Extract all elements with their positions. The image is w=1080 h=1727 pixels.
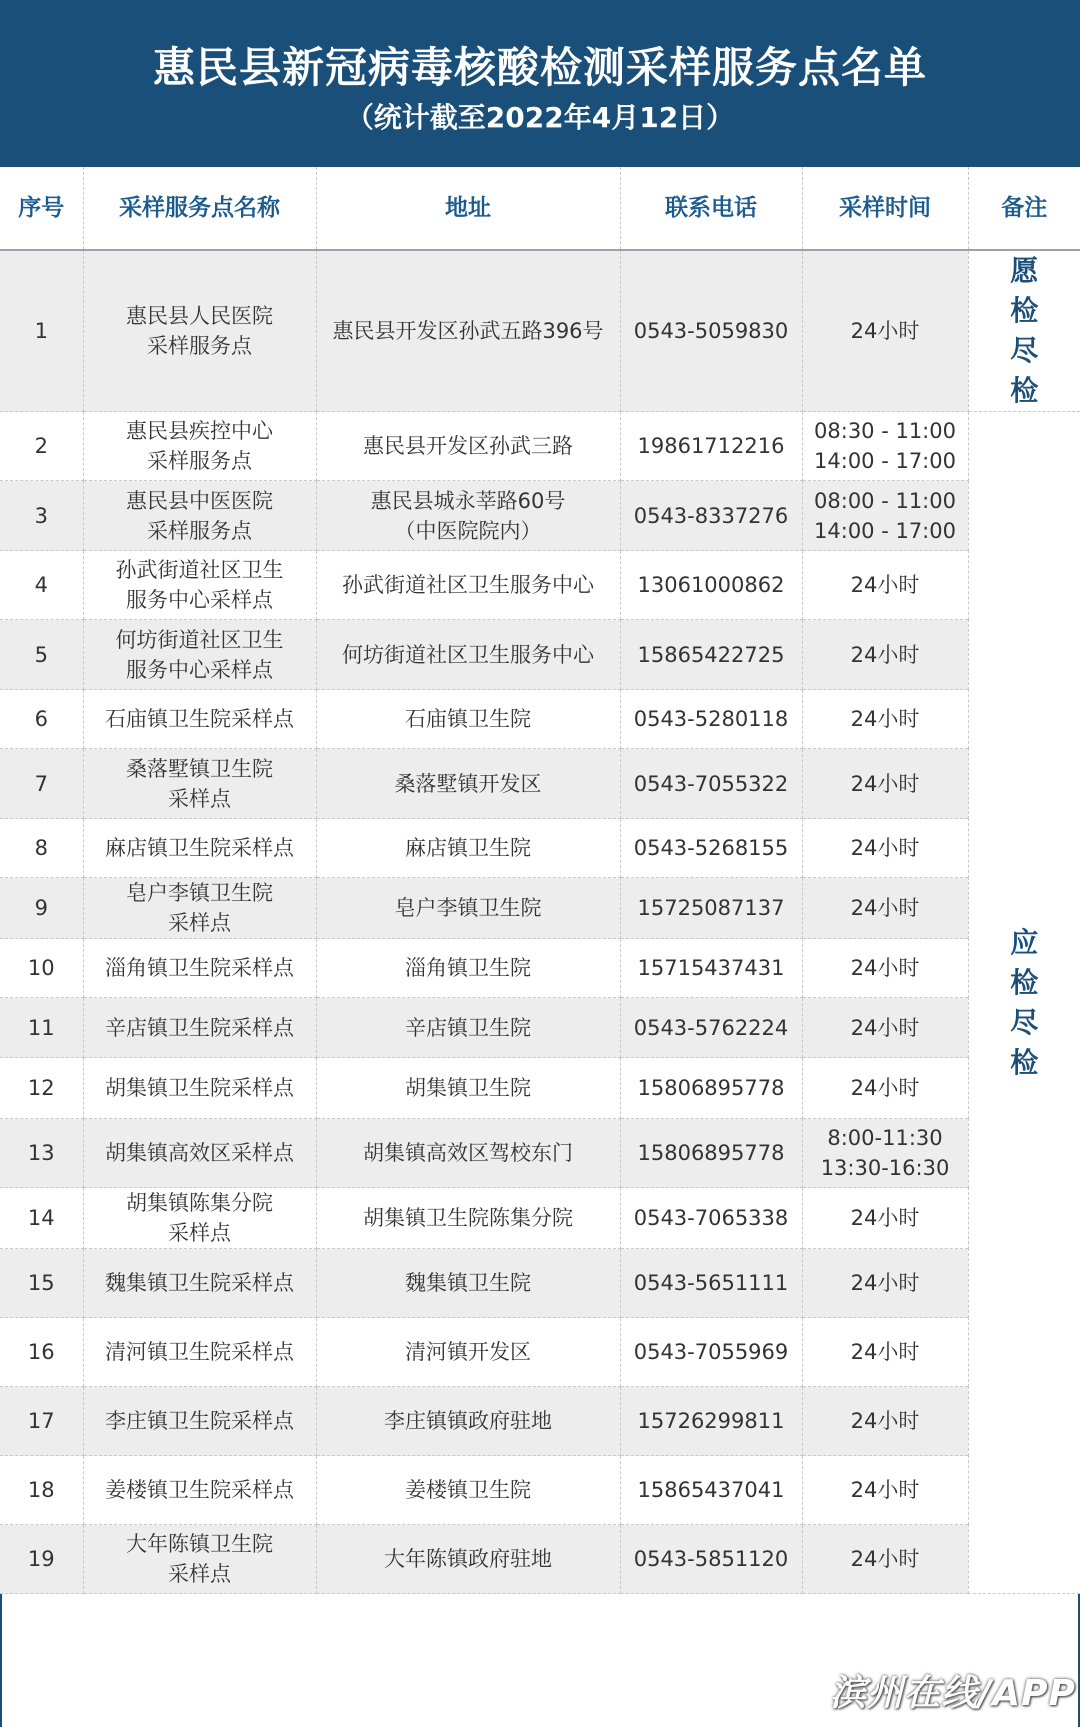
table-row	[0, 998, 1080, 1058]
table-row	[0, 819, 1080, 878]
table-row	[0, 1119, 1080, 1188]
cell-name: 孙武街道社区卫生 服务中心采样点	[83, 551, 316, 620]
cell-address: 皂户李镇卫生院	[316, 878, 620, 939]
cell-no: 17	[0, 1387, 83, 1456]
table-row	[0, 1387, 1080, 1456]
cell-name: 麻店镇卫生院采样点	[83, 819, 316, 878]
table-row	[0, 481, 1080, 551]
cell-name: 胡集镇卫生院采样点	[83, 1058, 316, 1119]
column-header-time: 采样时间	[802, 167, 968, 250]
cell-no: 4	[0, 551, 83, 620]
cell-phone: 0543-7055969	[620, 1318, 802, 1387]
cell-no: 15	[0, 1249, 83, 1318]
cell-name: 淄角镇卫生院采样点	[83, 939, 316, 998]
sampling-sites-table	[0, 167, 1080, 1594]
cell-name: 魏集镇卫生院采样点	[83, 1249, 316, 1318]
cell-name: 胡集镇陈集分院 采样点	[83, 1188, 316, 1249]
cell-time: 24小时	[802, 1387, 968, 1456]
cell-time: 24小时	[802, 620, 968, 690]
cell-time: 24小时	[802, 1058, 968, 1119]
cell-address: 胡集镇卫生院陈集分院	[316, 1188, 620, 1249]
table-row	[0, 1318, 1080, 1387]
cell-name: 李庄镇卫生院采样点	[83, 1387, 316, 1456]
table-row	[0, 620, 1080, 690]
table-row	[0, 878, 1080, 939]
cell-address: 胡集镇卫生院	[316, 1058, 620, 1119]
page-header	[0, 0, 1080, 167]
note-voluntary-test	[968, 250, 1080, 412]
cell-name: 石庙镇卫生院采样点	[83, 690, 316, 749]
cell-no: 12	[0, 1058, 83, 1119]
cell-phone: 19861712216	[620, 412, 802, 481]
cell-name: 惠民县疾控中心 采样服务点	[83, 412, 316, 481]
cell-address: 姜楼镇卫生院	[316, 1456, 620, 1525]
cell-address: 桑落墅镇开发区	[316, 749, 620, 819]
table-header-row	[0, 167, 1080, 250]
cell-phone: 0543-8337276	[620, 481, 802, 551]
cell-time: 24小时	[802, 1456, 968, 1525]
page-title: 惠民县新冠病毒核酸检测采样服务点名单	[152, 43, 927, 92]
cell-phone: 15715437431	[620, 939, 802, 998]
cell-address: 魏集镇卫生院	[316, 1249, 620, 1318]
cell-no: 8	[0, 819, 83, 878]
cell-address: 辛店镇卫生院	[316, 998, 620, 1058]
cell-address: 李庄镇镇政府驻地	[316, 1387, 620, 1456]
cell-no: 6	[0, 690, 83, 749]
table-row	[0, 690, 1080, 749]
table-row	[0, 551, 1080, 620]
cell-name: 惠民县中医医院 采样服务点	[83, 481, 316, 551]
cell-name: 何坊街道社区卫生 服务中心采样点	[83, 620, 316, 690]
page-subtitle: （统计截至2022年4月12日）	[345, 101, 735, 134]
cell-no: 7	[0, 749, 83, 819]
cell-time: 24小时	[802, 1249, 968, 1318]
cell-time: 08:00 - 11:00 14:00 - 17:00	[802, 481, 968, 551]
cell-address: 何坊街道社区卫生服务中心	[316, 620, 620, 690]
table-row	[0, 939, 1080, 998]
table-row	[0, 1058, 1080, 1119]
cell-address: 清河镇开发区	[316, 1318, 620, 1387]
cell-time: 24小时	[802, 250, 968, 412]
cell-name: 桑落墅镇卫生院 采样点	[83, 749, 316, 819]
cell-time: 24小时	[802, 551, 968, 620]
cell-address: 惠民县开发区孙武五路396号	[316, 250, 620, 412]
table-row	[0, 749, 1080, 819]
cell-phone: 0543-5651111	[620, 1249, 802, 1318]
cell-no: 14	[0, 1188, 83, 1249]
cell-phone: 0543-7065338	[620, 1188, 802, 1249]
table-row	[0, 1525, 1080, 1594]
cell-no: 19	[0, 1525, 83, 1594]
cell-time: 24小时	[802, 1188, 968, 1249]
cell-time: 24小时	[802, 690, 968, 749]
cell-time: 08:30 - 11:00 14:00 - 17:00	[802, 412, 968, 481]
cell-address: 孙武街道社区卫生服务中心	[316, 551, 620, 620]
column-header-name: 采样服务点名称	[83, 167, 316, 250]
cell-time: 24小时	[802, 1525, 968, 1594]
note-voluntary-text: 愿检尽检	[1010, 254, 1039, 407]
cell-address: 大年陈镇政府驻地	[316, 1525, 620, 1594]
cell-address: 淄角镇卫生院	[316, 939, 620, 998]
cell-time: 24小时	[802, 939, 968, 998]
cell-time: 8:00-11:30 13:30-16:30	[802, 1119, 968, 1188]
cell-phone: 0543-7055322	[620, 749, 802, 819]
cell-phone: 13061000862	[620, 551, 802, 620]
cell-no: 2	[0, 412, 83, 481]
cell-name: 大年陈镇卫生院 采样点	[83, 1525, 316, 1594]
column-header-notes: 备注	[968, 167, 1080, 250]
note-mandatory-text: 应检尽检	[1010, 925, 1039, 1079]
cell-address: 麻店镇卫生院	[316, 819, 620, 878]
table-row	[0, 412, 1080, 481]
cell-time: 24小时	[802, 998, 968, 1058]
cell-phone: 0543-5280118	[620, 690, 802, 749]
cell-address: 石庙镇卫生院	[316, 690, 620, 749]
cell-no: 1	[0, 250, 83, 412]
cell-phone: 15865422725	[620, 620, 802, 690]
cell-phone: 0543-5059830	[620, 250, 802, 412]
cell-no: 5	[0, 620, 83, 690]
cell-address: 惠民县城永莘路60号 （中医院院内）	[316, 481, 620, 551]
cell-no: 9	[0, 878, 83, 939]
column-header-no: 序号	[0, 167, 83, 250]
cell-phone: 15806895778	[620, 1058, 802, 1119]
cell-time: 24小时	[802, 1318, 968, 1387]
cell-name: 姜楼镇卫生院采样点	[83, 1456, 316, 1525]
cell-phone: 15725087137	[620, 878, 802, 939]
cell-name: 惠民县人民医院 采样服务点	[83, 250, 316, 412]
cell-name: 清河镇卫生院采样点	[83, 1318, 316, 1387]
column-header-phone: 联系电话	[620, 167, 802, 250]
cell-address: 惠民县开发区孙武三路	[316, 412, 620, 481]
cell-phone: 15865437041	[620, 1456, 802, 1525]
watermark-logo: 滨州在线/APP	[830, 1673, 1076, 1714]
cell-phone: 0543-5268155	[620, 819, 802, 878]
column-header-address: 地址	[316, 167, 620, 250]
cell-address: 胡集镇高效区驾校东门	[316, 1119, 620, 1188]
table-row	[0, 1249, 1080, 1318]
cell-time: 24小时	[802, 878, 968, 939]
table-row	[0, 1456, 1080, 1525]
table-row	[0, 1188, 1080, 1249]
note-mandatory-test	[968, 412, 1080, 1594]
cell-no: 13	[0, 1119, 83, 1188]
cell-phone: 15806895778	[620, 1119, 802, 1188]
cell-no: 16	[0, 1318, 83, 1387]
cell-time: 24小时	[802, 749, 968, 819]
cell-name: 皂户李镇卫生院 采样点	[83, 878, 316, 939]
cell-no: 3	[0, 481, 83, 551]
cell-no: 10	[0, 939, 83, 998]
cell-name: 胡集镇高效区采样点	[83, 1119, 316, 1188]
cell-phone: 0543-5851120	[620, 1525, 802, 1594]
cell-phone: 15726299811	[620, 1387, 802, 1456]
cell-no: 18	[0, 1456, 83, 1525]
cell-no: 11	[0, 998, 83, 1058]
cell-name: 辛店镇卫生院采样点	[83, 998, 316, 1058]
cell-time: 24小时	[802, 819, 968, 878]
table-row	[0, 250, 1080, 412]
cell-phone: 0543-5762224	[620, 998, 802, 1058]
